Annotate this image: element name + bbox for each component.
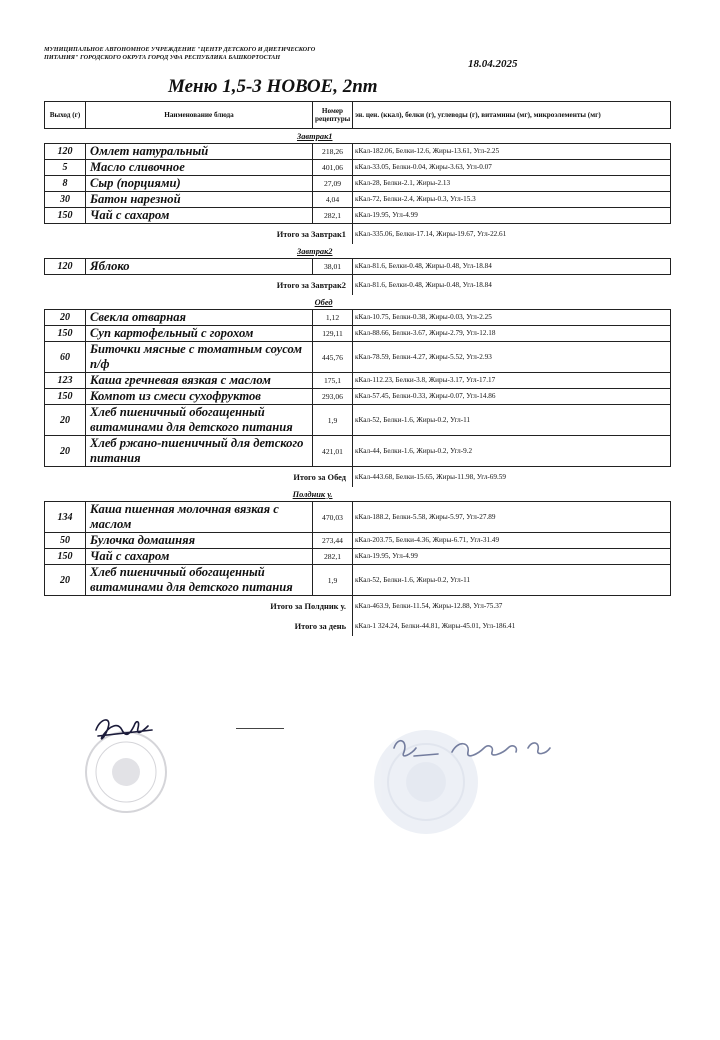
table-row <box>45 502 671 533</box>
dish-nutrition: кКал-88.66, Белки-3.67, Жиры-2.79, Угл-12.18 <box>353 326 671 342</box>
dish-name: Биточки мясные с томатным соусом п/ф <box>86 342 313 373</box>
round-stamp-icon <box>86 732 166 812</box>
section-total-label: Итого за Полдник у. <box>270 601 346 611</box>
section-total-value: кКал-463.9, Белки-11.54, Жиры-12.88, Угл-75.37 <box>353 596 671 617</box>
col-nutrition-header: эн. цен. (ккал), белки (г), углеводы (г), витамины (мг), микроэлементы (мг) <box>353 102 671 129</box>
table-row <box>45 160 671 176</box>
dish-name: Хлеб пшеничный обогащенный витаминами для детского питания <box>86 405 313 436</box>
right-signature <box>352 714 588 838</box>
section-total-value: кКал-443.68, Белки-15.65, Жиры-11.98, Угл-69.59 <box>353 467 671 488</box>
table-row <box>45 342 671 373</box>
dish-name: Чай с сахаром <box>86 549 313 565</box>
section-total-label: Итого за Обед <box>293 472 346 482</box>
left-signature <box>78 712 218 814</box>
recipe-number: 282,1 <box>313 208 353 224</box>
section-spacer <box>45 129 86 144</box>
dish-name: Каша гречневая вязкая с маслом <box>86 373 313 389</box>
table-row <box>45 259 671 275</box>
dish-nutrition: кКал-188.2, Белки-5.58, Жиры-5.97, Угл-27.89 <box>353 502 671 533</box>
table-row <box>45 192 671 208</box>
table-header-row <box>45 102 671 129</box>
round-stamp-icon <box>374 730 478 834</box>
recipe-number: 4,04 <box>313 192 353 208</box>
recipe-number: 1,9 <box>313 405 353 436</box>
dish-output: 20 <box>45 310 86 326</box>
section-row <box>45 295 671 310</box>
dish-output: 150 <box>45 549 86 565</box>
recipe-number: 445,76 <box>313 342 353 373</box>
recipe-number: 218,26 <box>313 144 353 160</box>
dish-output: 150 <box>45 326 86 342</box>
section-total-row <box>45 596 671 617</box>
recipe-number: 129,11 <box>313 326 353 342</box>
dish-nutrition: кКал-203.75, Белки-4.36, Жиры-6.71, Угл-31.49 <box>353 533 671 549</box>
section-title: Завтрак2 <box>296 247 333 256</box>
day-total-row <box>45 616 671 636</box>
section-spacer <box>45 487 86 502</box>
dish-nutrition: кКал-33.05, Белки-0.04, Жиры-3.63, Угл-0.07 <box>353 160 671 176</box>
menu-table <box>44 101 671 636</box>
section-title: Обед <box>314 298 333 307</box>
dish-output: 120 <box>45 259 86 275</box>
table-row <box>45 533 671 549</box>
dish-output: 134 <box>45 502 86 533</box>
recipe-number: 27,09 <box>313 176 353 192</box>
organization-name: МУНИЦИПАЛЬНОЕ АВТОНОМНОЕ УЧРЕЖДЕНИЕ "ЦЕНТР ДЕТСКОГО И ДИЕТИЧЕСКОГО ПИТАНИЯ" ГОРОДСКОГО ОКРУГА ГОРОД УФА РЕСПУБЛИКА БАШКОРТОСТАН <box>44 46 316 61</box>
section-total-label: Итого за Завтрак2 <box>276 280 346 290</box>
dish-nutrition: кКал-52, Белки-1.6, Жиры-0.2, Угл-11 <box>353 565 671 596</box>
dish-nutrition: кКал-44, Белки-1.6, Жиры-0.2, Угл-9.2 <box>353 436 671 467</box>
section-title: Полдник у. <box>292 490 333 499</box>
section-row <box>45 129 671 144</box>
dish-nutrition: кКал-72, Белки-2.4, Жиры-0.3, Угл-15.3 <box>353 192 671 208</box>
table-row <box>45 208 671 224</box>
recipe-number: 38,01 <box>313 259 353 275</box>
section-total-value: кКал-81.6, Белки-0.48, Жиры-0.48, Угл-18.84 <box>353 275 671 296</box>
section-spacer <box>45 295 86 310</box>
section-row <box>45 244 671 259</box>
menu-date: 18.04.2025 <box>468 58 518 70</box>
dish-nutrition: кКал-81.6, Белки-0.48, Жиры-0.48, Угл-18.84 <box>353 259 671 275</box>
dish-output: 120 <box>45 144 86 160</box>
dish-nutrition: кКал-10.75, Белки-0.38, Жиры-0.03, Угл-2.25 <box>353 310 671 326</box>
recipe-number: 401,06 <box>313 160 353 176</box>
day-total-label: Итого за день <box>294 621 346 631</box>
section-spacer <box>353 295 671 310</box>
col-output-header: Выход (г) <box>45 102 86 129</box>
section-spacer <box>353 129 671 144</box>
dish-nutrition: кКал-28, Белки-2.1, Жиры-2.13 <box>353 176 671 192</box>
dish-nutrition: кКал-52, Белки-1.6, Жиры-0.2, Угл-11 <box>353 405 671 436</box>
dish-output: 50 <box>45 533 86 549</box>
dish-name: Чай с сахаром <box>86 208 313 224</box>
table-row <box>45 405 671 436</box>
dish-nutrition: кКал-182.06, Белки-12.6, Жиры-13.61, Угл-2.25 <box>353 144 671 160</box>
table-row <box>45 310 671 326</box>
dish-name: Компот из смеси сухофруктов <box>86 389 313 405</box>
section-spacer <box>353 487 671 502</box>
recipe-number: 273,44 <box>313 533 353 549</box>
dish-output: 150 <box>45 208 86 224</box>
section-spacer <box>353 244 671 259</box>
dish-output: 150 <box>45 389 86 405</box>
dish-name: Яблоко <box>86 259 313 275</box>
dish-name: Хлеб пшеничный обогащенный витаминами для детского питания <box>86 565 313 596</box>
dish-output: 20 <box>45 565 86 596</box>
recipe-number: 1,9 <box>313 565 353 596</box>
dish-name: Омлет натуральный <box>86 144 313 160</box>
dish-output: 20 <box>45 405 86 436</box>
dish-name: Суп картофельный с горохом <box>86 326 313 342</box>
recipe-number: 1,12 <box>313 310 353 326</box>
dish-name: Масло сливочное <box>86 160 313 176</box>
dish-nutrition: кКал-112.23, Белки-3.8, Жиры-3.17, Угл-17.17 <box>353 373 671 389</box>
section-total-row <box>45 275 671 296</box>
dish-name: Каша пшенная молочная вязкая с маслом <box>86 502 313 533</box>
dish-name: Свекла отварная <box>86 310 313 326</box>
dish-nutrition: кКал-57.45, Белки-0.33, Жиры-0.07, Угл-14.86 <box>353 389 671 405</box>
table-row <box>45 436 671 467</box>
dish-output: 5 <box>45 160 86 176</box>
table-row <box>45 176 671 192</box>
section-title: Завтрак1 <box>296 132 333 141</box>
table-row <box>45 373 671 389</box>
section-spacer <box>45 244 86 259</box>
table-row <box>45 326 671 342</box>
section-row <box>45 487 671 502</box>
recipe-number: 421,01 <box>313 436 353 467</box>
dish-nutrition: кКал-19.95, Угл-4.99 <box>353 549 671 565</box>
section-total-row <box>45 224 671 245</box>
menu-body <box>45 129 671 637</box>
dish-name: Сыр (порциями) <box>86 176 313 192</box>
dish-output: 60 <box>45 342 86 373</box>
dish-output: 20 <box>45 436 86 467</box>
col-name-header: Наименование блюда <box>86 102 313 129</box>
table-row <box>45 144 671 160</box>
section-total-value: кКал-335.06, Белки-17.14, Жиры-19.67, Угл-22.61 <box>353 224 671 245</box>
dish-name: Хлеб ржано-пшеничный для детского питания <box>86 436 313 467</box>
table-row <box>45 549 671 565</box>
recipe-number: 282,1 <box>313 549 353 565</box>
table-row <box>45 389 671 405</box>
signature-line <box>236 728 284 729</box>
dish-nutrition: кКал-78.59, Белки-4.27, Жиры-5.52, Угл-2.93 <box>353 342 671 373</box>
dish-output: 123 <box>45 373 86 389</box>
section-total-label: Итого за Завтрак1 <box>276 229 346 239</box>
day-total-value: кКал-1 324.24, Белки-44.81, Жиры-45.01, Угл-186.41 <box>353 616 671 636</box>
col-recipe-header: Номер рецептуры <box>313 102 353 129</box>
recipe-number: 293,06 <box>313 389 353 405</box>
page-title: Меню 1,5-3 НОВОЕ, 2пт <box>168 76 378 97</box>
dish-output: 8 <box>45 176 86 192</box>
recipe-number: 470,03 <box>313 502 353 533</box>
table-row <box>45 565 671 596</box>
dish-output: 30 <box>45 192 86 208</box>
dish-name: Батон нарезной <box>86 192 313 208</box>
dish-name: Булочка домашняя <box>86 533 313 549</box>
dish-nutrition: кКал-19.95, Угл-4.99 <box>353 208 671 224</box>
section-total-row <box>45 467 671 488</box>
recipe-number: 175,1 <box>313 373 353 389</box>
